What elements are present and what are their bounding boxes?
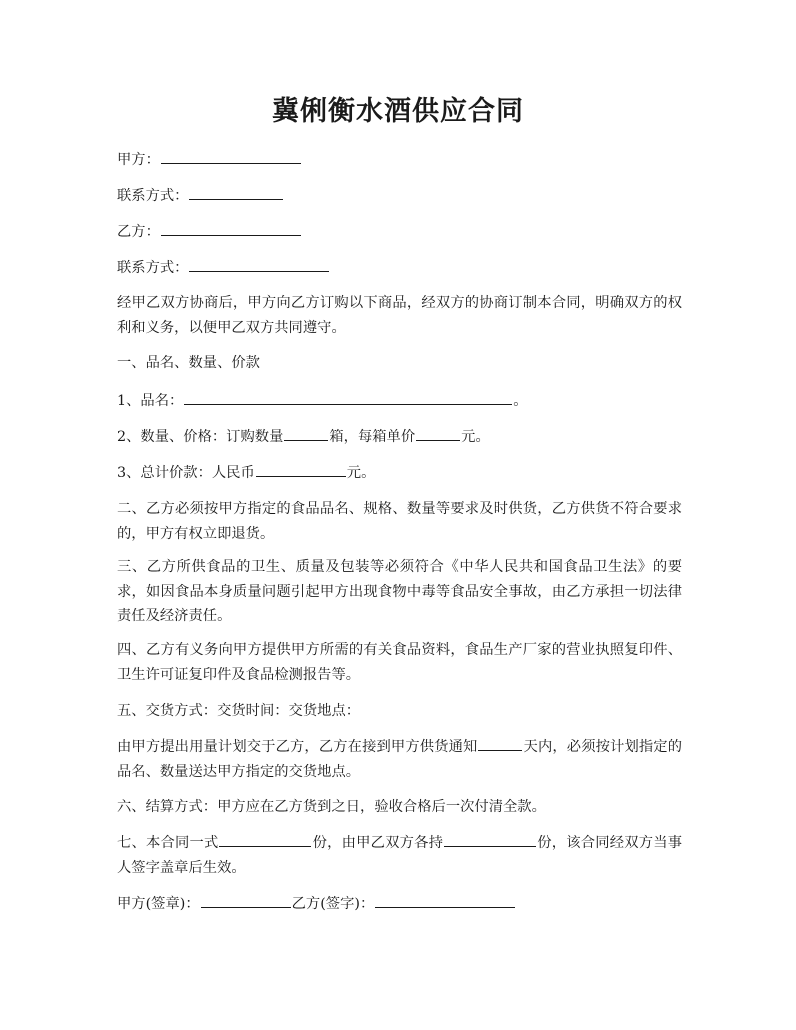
item3-text-a: 3、总计价款：人民币 [117, 465, 255, 481]
party-a-signature-blank [201, 892, 291, 908]
item2-text-c: 元。 [461, 429, 490, 445]
party-a-contact-line [117, 184, 682, 208]
item2-text-b: 箱，每箱单价 [329, 429, 416, 445]
section7-copies-blank [219, 831, 311, 847]
section7-text-a: 七、本合同一式 [117, 835, 219, 851]
section7-text-c: 份，该合同经双方当事人签字盖章后生效。 [117, 835, 683, 876]
party-b-signature-label: 乙方(签字)： [291, 896, 375, 912]
item3-amount-blank [256, 461, 346, 477]
intro-paragraph: 经甲乙双方协商后，甲方向乙方订购以下商品，经双方的协商订制本合同，明确双方的权利和义务，以便甲乙双方共同遵守。 [117, 295, 682, 336]
party-b-contact-blank [189, 256, 329, 272]
item1-blank [184, 389, 512, 405]
section7-paragraph [117, 831, 682, 880]
item2-text-a: 2、数量、价格：订购数量 [117, 429, 284, 445]
party-b-label: 乙方： [117, 224, 160, 240]
section3-paragraph: 三、乙方所供食品的卫生、质量及包装等必须符合《中华人民共和国食品卫生法》的要求，如因食品本身质量问题引起甲方出现食物中毒等食品安全事故，由乙方承担一切法律责任及经济责任。 [117, 559, 682, 624]
section1-heading: 一、品名、数量、价款 [117, 355, 260, 371]
party-b-line [117, 220, 682, 244]
item3-line [117, 461, 682, 485]
party-a-label: 甲方： [117, 152, 160, 168]
party-a-blank [161, 148, 301, 164]
party-b-contact-line [117, 256, 682, 280]
document-title: 冀俐衡水酒供应合同 [272, 96, 524, 127]
item2-price-blank [416, 425, 460, 441]
item1-label: 1、品名： [117, 393, 184, 409]
item3-text-b: 元。 [346, 465, 376, 481]
signature-line [117, 892, 682, 916]
party-a-signature-label: 甲方(签章)： [117, 896, 200, 912]
section7-text-b: 份，由甲乙双方各持 [312, 835, 444, 851]
item1-line [117, 389, 682, 413]
party-a-line [117, 148, 682, 172]
party-b-contact-label: 联系方式： [117, 260, 189, 276]
section5-text-a: 由甲方提出用量计划交于乙方，乙方在接到甲方供货通知 [117, 739, 478, 755]
section6-line: 六、结算方式：甲方应在乙方货到之日，验收合格后一次付清全款。 [117, 799, 546, 815]
party-b-blank [161, 220, 301, 236]
item2-line [117, 425, 682, 449]
section5-days-blank [478, 735, 522, 751]
section2-paragraph: 二、乙方必须按甲方指定的食品品名、规格、数量等要求及时供货，乙方供货不符合要求的，甲方有权立即退货。 [117, 501, 682, 542]
section5-text-b: 天内，必须按计划指定的品名、数量送达甲方指定的交货地点。 [117, 739, 683, 780]
section5-paragraph [117, 735, 682, 784]
party-a-contact-label: 联系方式： [117, 188, 189, 204]
item2-quantity-blank [284, 425, 328, 441]
section5-heading: 五、交货方式：交货时间：交货地点： [117, 703, 361, 719]
section4-paragraph: 四、乙方有义务向甲方提供甲方所需的有关食品资料，食品生产厂家的营业执照复印件、卫生许可证复印件及食品检测报告等。 [117, 642, 682, 683]
item1-end: 。 [513, 393, 528, 409]
party-b-signature-blank [375, 892, 515, 908]
party-a-contact-blank [189, 184, 283, 200]
section7-each-blank [444, 831, 536, 847]
